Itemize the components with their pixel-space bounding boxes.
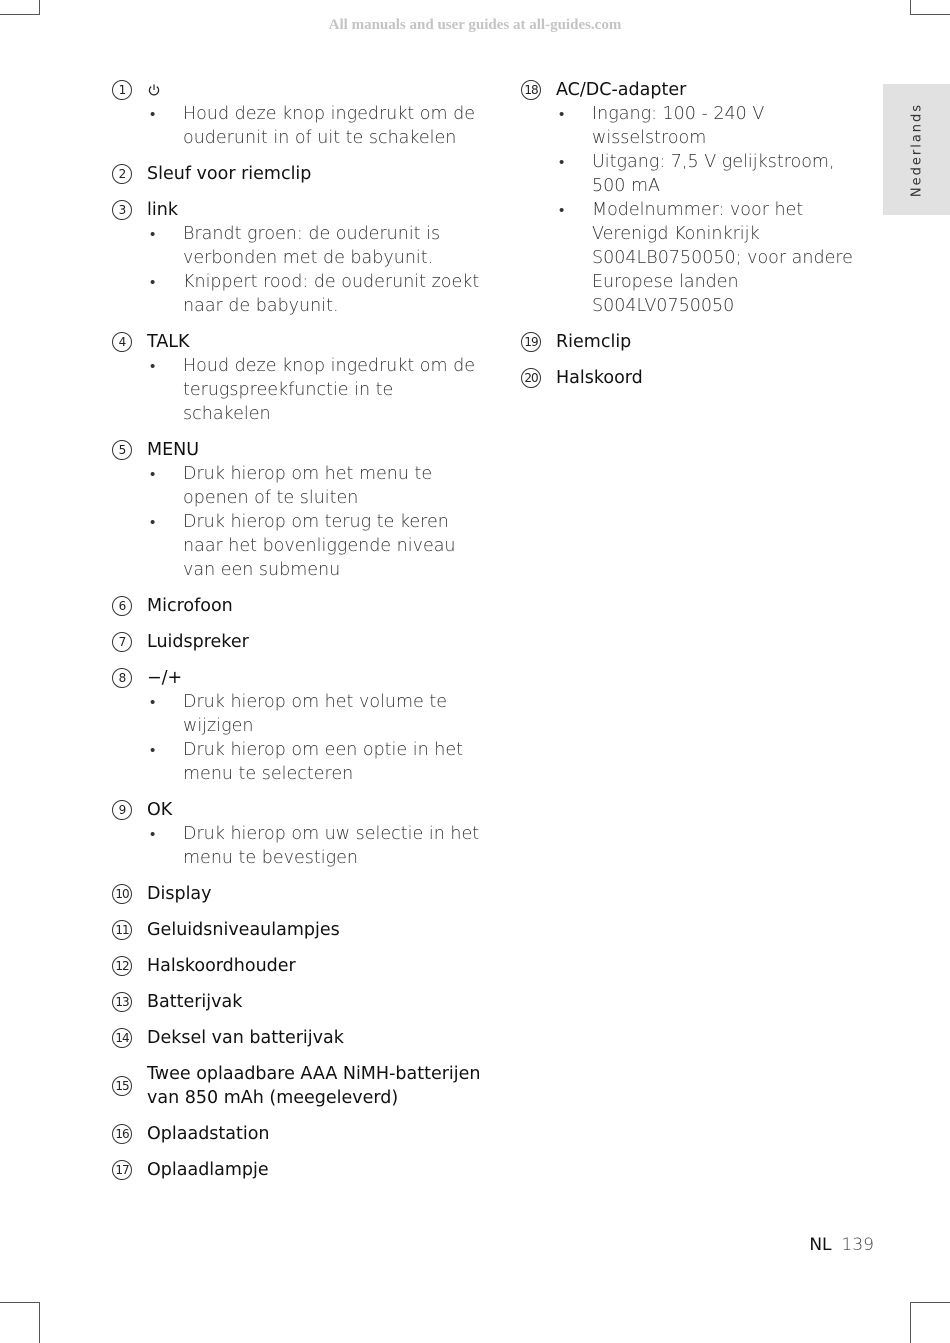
bullet-list bbox=[112, 690, 482, 786]
bullet-list bbox=[112, 462, 482, 582]
list-item bbox=[112, 918, 482, 942]
crop-mark bbox=[910, 0, 911, 14]
item-number: 12 bbox=[112, 956, 132, 976]
item-number: 7 bbox=[112, 632, 132, 652]
bullet-list bbox=[112, 822, 482, 870]
item-heading bbox=[112, 918, 482, 942]
list-item bbox=[112, 1062, 482, 1110]
item-label: −/+ bbox=[147, 668, 183, 688]
item-label: Halskoord bbox=[556, 368, 643, 388]
item-label: Oplaadlampje bbox=[147, 1160, 269, 1180]
item-number: 2 bbox=[112, 164, 132, 184]
list-item bbox=[112, 882, 482, 906]
item-number: 3 bbox=[112, 200, 132, 220]
list-item bbox=[112, 198, 482, 318]
crop-mark bbox=[910, 14, 950, 15]
list-item bbox=[112, 1158, 482, 1182]
language-tab-label: Nederlands bbox=[909, 102, 924, 197]
item-label: Geluidsniveaulampjes bbox=[147, 920, 340, 940]
crop-mark bbox=[0, 14, 40, 15]
item-label: link bbox=[147, 200, 178, 220]
item-number: 17 bbox=[112, 1160, 132, 1180]
list-item bbox=[112, 630, 482, 654]
item-heading bbox=[521, 366, 871, 390]
bullet-item: • Druk hierop om een optie in het menu te selecteren bbox=[112, 738, 482, 786]
right-column bbox=[521, 78, 871, 402]
item-heading bbox=[112, 78, 482, 102]
item-heading bbox=[112, 990, 482, 1014]
item-number: 8 bbox=[112, 668, 132, 688]
item-label: Batterijvak bbox=[147, 992, 243, 1012]
crop-mark bbox=[39, 1302, 40, 1343]
list-item bbox=[112, 1026, 482, 1050]
item-heading bbox=[112, 198, 482, 222]
crop-mark bbox=[910, 1302, 950, 1303]
bullet-item: • Druk hierop om het menu te openen of te sluiten bbox=[112, 462, 482, 510]
item-heading bbox=[112, 1062, 482, 1110]
item-label: Deksel van batterijvak bbox=[147, 1028, 344, 1048]
list-item bbox=[112, 438, 482, 582]
watermark: All manuals and user guides at all-guides.com bbox=[328, 17, 622, 33]
left-column bbox=[112, 78, 482, 1194]
item-heading bbox=[112, 666, 482, 690]
item-number: 14 bbox=[112, 1028, 132, 1048]
list-item bbox=[112, 330, 482, 426]
item-heading bbox=[112, 630, 482, 654]
list-item bbox=[112, 666, 482, 786]
item-heading bbox=[112, 1158, 482, 1182]
bullet-list bbox=[112, 354, 482, 426]
page-number: 139 bbox=[841, 1235, 874, 1255]
item-label: Halskoordhouder bbox=[147, 956, 296, 976]
item-number: 5 bbox=[112, 440, 132, 460]
item-number: 19 bbox=[521, 332, 541, 352]
item-label: MENU bbox=[147, 440, 200, 460]
item-number: 18 bbox=[521, 80, 541, 100]
item-number: 20 bbox=[521, 368, 541, 388]
list-item bbox=[521, 330, 871, 354]
item-label: AC/DC-adapter bbox=[556, 80, 687, 100]
item-label: Microfoon bbox=[147, 596, 233, 616]
list-item bbox=[112, 162, 482, 186]
item-label: Display bbox=[147, 884, 212, 904]
power-icon bbox=[147, 83, 161, 97]
item-number: 6 bbox=[112, 596, 132, 616]
item-label: Twee oplaadbare AAA NiMH-batterijen van 850 mAh (meegeleverd) bbox=[147, 1064, 481, 1108]
bullet-item: • Uitgang: 7,5 V gelijkstroom, 500 mA bbox=[521, 150, 871, 198]
bullet-item: • Houd deze knop ingedrukt om de terugspreekfunctie in te schakelen bbox=[112, 354, 482, 426]
list-item bbox=[112, 990, 482, 1014]
bullet-item: • Knippert rood: de ouderunit zoekt naar de babyunit. bbox=[112, 270, 482, 318]
item-number: 15 bbox=[112, 1076, 132, 1096]
item-label: OK bbox=[147, 800, 173, 820]
item-number: 10 bbox=[112, 884, 132, 904]
bullet-list bbox=[112, 222, 482, 318]
bullet-list bbox=[112, 102, 482, 150]
item-heading bbox=[112, 438, 482, 462]
bullet-item: • Houd deze knop ingedrukt om de ouderunit in of uit te schakelen bbox=[112, 102, 482, 150]
footer-language: NL bbox=[809, 1235, 832, 1255]
crop-mark bbox=[910, 1302, 911, 1343]
item-heading bbox=[521, 78, 871, 102]
list-item bbox=[521, 78, 871, 318]
list-item bbox=[112, 594, 482, 618]
list-item bbox=[112, 1122, 482, 1146]
crop-mark bbox=[39, 0, 40, 14]
list-item bbox=[112, 798, 482, 870]
bullet-item: • Modelnummer: voor het Verenigd Koninkrijk S004LB0750050; voor andere Europese landen S004LV0750050 bbox=[521, 198, 871, 318]
bullet-item: • Druk hierop om uw selectie in het menu te bevestigen bbox=[112, 822, 482, 870]
item-heading bbox=[112, 954, 482, 978]
list-item bbox=[112, 78, 482, 150]
item-label: Riemclip bbox=[556, 332, 632, 352]
item-heading bbox=[521, 330, 871, 354]
crop-mark bbox=[0, 1302, 40, 1303]
item-number: 13 bbox=[112, 992, 132, 1012]
bullet-item: • Brandt groen: de ouderunit is verbonden met de babyunit. bbox=[112, 222, 482, 270]
item-number: 1 bbox=[112, 80, 132, 100]
list-item bbox=[521, 366, 871, 390]
page-footer bbox=[809, 1235, 874, 1255]
bullet-item: • Druk hierop om het volume te wijzigen bbox=[112, 690, 482, 738]
item-number: 9 bbox=[112, 800, 132, 820]
item-heading bbox=[112, 798, 482, 822]
item-number: 4 bbox=[112, 332, 132, 352]
bullet-item: • Ingang: 100 - 240 V wisselstroom bbox=[521, 102, 871, 150]
bullet-item: • Druk hierop om terug te keren naar het bovenliggende niveau van een submenu bbox=[112, 510, 482, 582]
item-heading bbox=[112, 162, 482, 186]
item-label: TALK bbox=[147, 332, 190, 352]
item-label: Sleuf voor riemclip bbox=[147, 164, 312, 184]
item-number: 16 bbox=[112, 1124, 132, 1144]
item-heading bbox=[112, 882, 482, 906]
item-number: 11 bbox=[112, 920, 132, 940]
item-heading bbox=[112, 1122, 482, 1146]
item-label: Luidspreker bbox=[147, 632, 249, 652]
item-label: Oplaadstation bbox=[147, 1124, 270, 1144]
item-heading bbox=[112, 1026, 482, 1050]
item-heading bbox=[112, 594, 482, 618]
item-heading bbox=[112, 330, 482, 354]
bullet-list bbox=[521, 102, 871, 318]
list-item bbox=[112, 954, 482, 978]
language-tab bbox=[883, 84, 950, 215]
